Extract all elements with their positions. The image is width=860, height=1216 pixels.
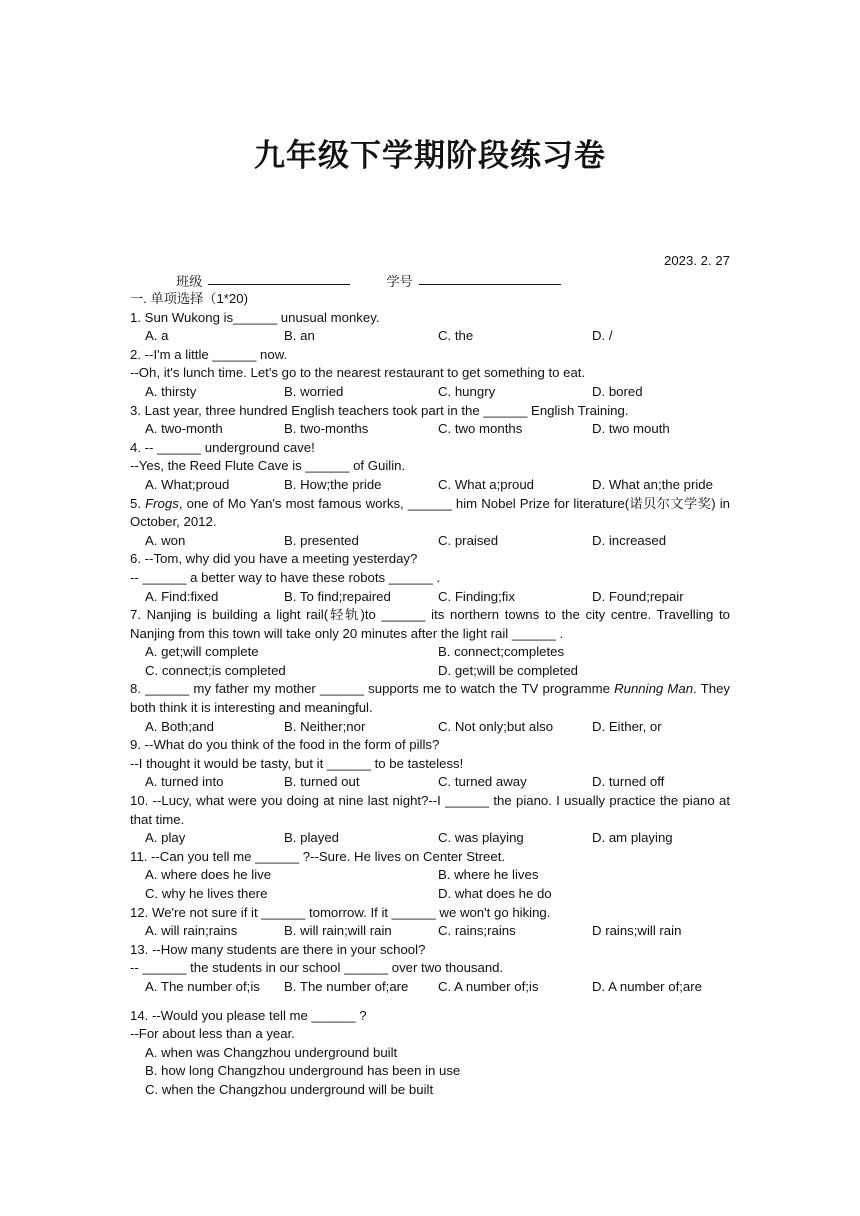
question-stem: 6. --Tom, why did you have a meeting yesterday? — [130, 551, 418, 567]
answer-option: C. Finding;fix — [438, 588, 515, 604]
answer-options — [130, 1044, 730, 1100]
question-stem: 1. Sun Wukong is______ unusual monkey. — [130, 309, 380, 325]
answer-option: D. Found;repair — [592, 588, 684, 604]
answer-option: C. why he lives there — [145, 886, 268, 901]
question-stem: 9. --What do you think of the food in the form of pills? — [130, 737, 440, 753]
answer-option: A. a — [145, 328, 169, 344]
answer-option: A. turned into — [145, 774, 224, 790]
answer-option: D. Either, or — [592, 718, 662, 734]
question-stem — [130, 680, 730, 717]
answer-option: A. thirsty — [145, 383, 197, 399]
answer-option: C. A number of;is — [438, 978, 539, 994]
answer-option: C. two months — [438, 421, 523, 437]
stem-text: . They both think it is interesting and meaningful. — [130, 681, 730, 716]
question-stem: 7. Nanjing is building a light rail(轻轨)to ______ its northern towns to the city centre. Travelling to Nanjing from this town will take only 20 minutes after the light rail ______ . — [130, 607, 730, 641]
answer-option: B. where he lives — [438, 867, 539, 883]
question-block — [130, 346, 730, 402]
question-spacer — [130, 997, 730, 1007]
answer-options — [130, 866, 730, 903]
question-stem: 4. -- ______ underground cave! — [130, 439, 315, 455]
answer-option: C. turned away — [438, 774, 527, 790]
question-block — [130, 792, 730, 848]
answer-options — [130, 922, 730, 941]
answer-option: B. an — [284, 328, 315, 344]
question-block — [130, 848, 730, 904]
answer-option: B. will rain;will rain — [284, 923, 392, 939]
answer-option: A. Both;and — [145, 718, 214, 734]
page-title: 九年级下学期阶段练习卷 — [254, 138, 606, 174]
answer-option: B. two-months — [284, 421, 369, 437]
question-block — [130, 439, 730, 495]
student-id-blank — [419, 271, 561, 285]
class-blank — [208, 271, 350, 285]
question-stem — [130, 495, 730, 532]
answer-option: A. won — [145, 532, 186, 548]
question-stem: --For about less than a year. — [130, 1026, 295, 1042]
answer-option: B. To find;repaired — [284, 588, 391, 604]
question-block — [130, 402, 730, 439]
exam-date: 2023. 2. 27 — [664, 253, 730, 268]
answer-option: D. A number of;are — [592, 978, 702, 994]
question-stem: 2. --I'm a little ______ now. — [130, 346, 288, 362]
answer-option: A. play — [145, 830, 186, 846]
answer-option: D. bored — [592, 383, 643, 399]
question-stem: -- ______ the students in our school ______ over two thousand. — [130, 960, 504, 976]
question-list — [130, 290, 730, 1100]
answer-option: B. Neither;nor — [284, 718, 366, 734]
stem-text: 5. — [130, 495, 146, 511]
answer-option: C. hungry — [438, 383, 496, 399]
answer-option: D rains;will rain — [592, 923, 682, 939]
question-stem: 14. --Would you please tell me ______ ? — [130, 1007, 367, 1023]
answer-option: A. The number of;is — [145, 978, 260, 994]
answer-option: A. What;proud — [145, 476, 230, 492]
answer-option: C. when the Changzhou underground will be built — [145, 1081, 434, 1097]
answer-option: B. presented — [284, 532, 359, 548]
answer-option: A. Find:fixed — [145, 588, 219, 604]
question-stem: 12. We're not sure if it ______ tomorrow. If it ______ we won't go hiking. — [130, 904, 551, 920]
class-label: 班级 — [176, 274, 203, 289]
question-block — [130, 550, 730, 606]
question-stem: 13. --How many students are there in your school? — [130, 941, 426, 957]
answer-options — [130, 773, 730, 792]
question-block — [130, 495, 730, 551]
answer-option: B. connect;completes — [438, 644, 565, 660]
answer-option: C. was playing — [438, 830, 524, 846]
answer-option: A. will rain;rains — [145, 923, 238, 939]
student-id-label: 学号 — [386, 274, 413, 289]
answer-option: D. get;will be completed — [438, 662, 579, 678]
question-stem: --Yes, the Reed Flute Cave is ______ of Guilin. — [130, 458, 406, 474]
answer-options — [130, 718, 730, 737]
stem-text: , one of Mo Yan's most famous works, ______ him Nobel Prize for literature(诺贝尔文学奖) in October, 2012. — [130, 495, 730, 530]
section-heading: 一. 单项选择（1*20) — [130, 291, 248, 306]
answer-option: B. The number of;are — [284, 978, 409, 994]
answer-option: A. two-month — [145, 421, 223, 437]
answer-option: D. increased — [592, 532, 667, 548]
stem-text: 8. ______ my father my mother ______ supports me to watch the TV programme — [130, 681, 615, 697]
answer-option: C. Not only;but also — [438, 718, 554, 734]
answer-options — [130, 643, 730, 680]
answer-option: A. where does he live — [145, 867, 272, 883]
answer-option: D. two mouth — [592, 421, 670, 437]
question-stem: 3. Last year, three hundred English teachers took part in the ______ English Training. — [130, 402, 629, 418]
answer-option: D. / — [592, 328, 613, 344]
answer-option: B. worried — [284, 383, 344, 399]
stem-title-italic: Frogs — [145, 495, 179, 511]
answer-option: B. how long Changzhou underground has been in use — [145, 1063, 461, 1079]
answer-option: C. the — [438, 328, 474, 344]
answer-options — [130, 327, 730, 346]
student-info-row — [176, 271, 561, 290]
question-block — [130, 941, 730, 997]
answer-option: C. connect;is completed — [145, 662, 286, 678]
stem-title-italic: Running Man — [614, 681, 694, 697]
answer-option: B. turned out — [284, 774, 360, 790]
question-stem: --I thought it would be tasty, but it ______ to be tasteless! — [130, 755, 464, 771]
question-stem: 11. --Can you tell me ______ ?--Sure. He lives on Center Street. — [130, 848, 506, 864]
answer-option: D. am playing — [592, 830, 673, 846]
answer-options — [130, 978, 730, 997]
answer-option: C. What a;proud — [438, 476, 535, 492]
answer-options — [130, 829, 730, 848]
question-block — [130, 309, 730, 346]
answer-options — [130, 588, 730, 607]
answer-options — [130, 476, 730, 495]
answer-option: D. What an;the pride — [592, 476, 713, 492]
answer-option: D. what does he do — [438, 886, 552, 901]
answer-options — [130, 383, 730, 402]
question-stem: 10. --Lucy, what were you doing at nine last night?--I ______ the piano. I usually practice the piano at that time. — [130, 793, 730, 827]
answer-option: C. praised — [438, 532, 499, 548]
answer-option: B. played — [284, 830, 339, 846]
question-stem: --Oh, it's lunch time. Let's go to the nearest restaurant to get something to eat. — [130, 365, 586, 381]
question-stem: -- ______ a better way to have these robots ______ . — [130, 569, 441, 585]
question-block — [130, 680, 730, 736]
answer-option: A. get;will complete — [145, 644, 259, 660]
answer-option: B. How;the pride — [284, 476, 382, 492]
question-block — [130, 736, 730, 792]
question-block — [130, 997, 730, 1100]
answer-options — [130, 532, 730, 551]
answer-option: C. rains;rains — [438, 923, 516, 939]
answer-option: D. turned off — [592, 774, 665, 790]
answer-option: A. when was Changzhou underground built — [145, 1044, 398, 1060]
question-block — [130, 904, 730, 941]
answer-options — [130, 420, 730, 439]
question-block — [130, 606, 730, 680]
